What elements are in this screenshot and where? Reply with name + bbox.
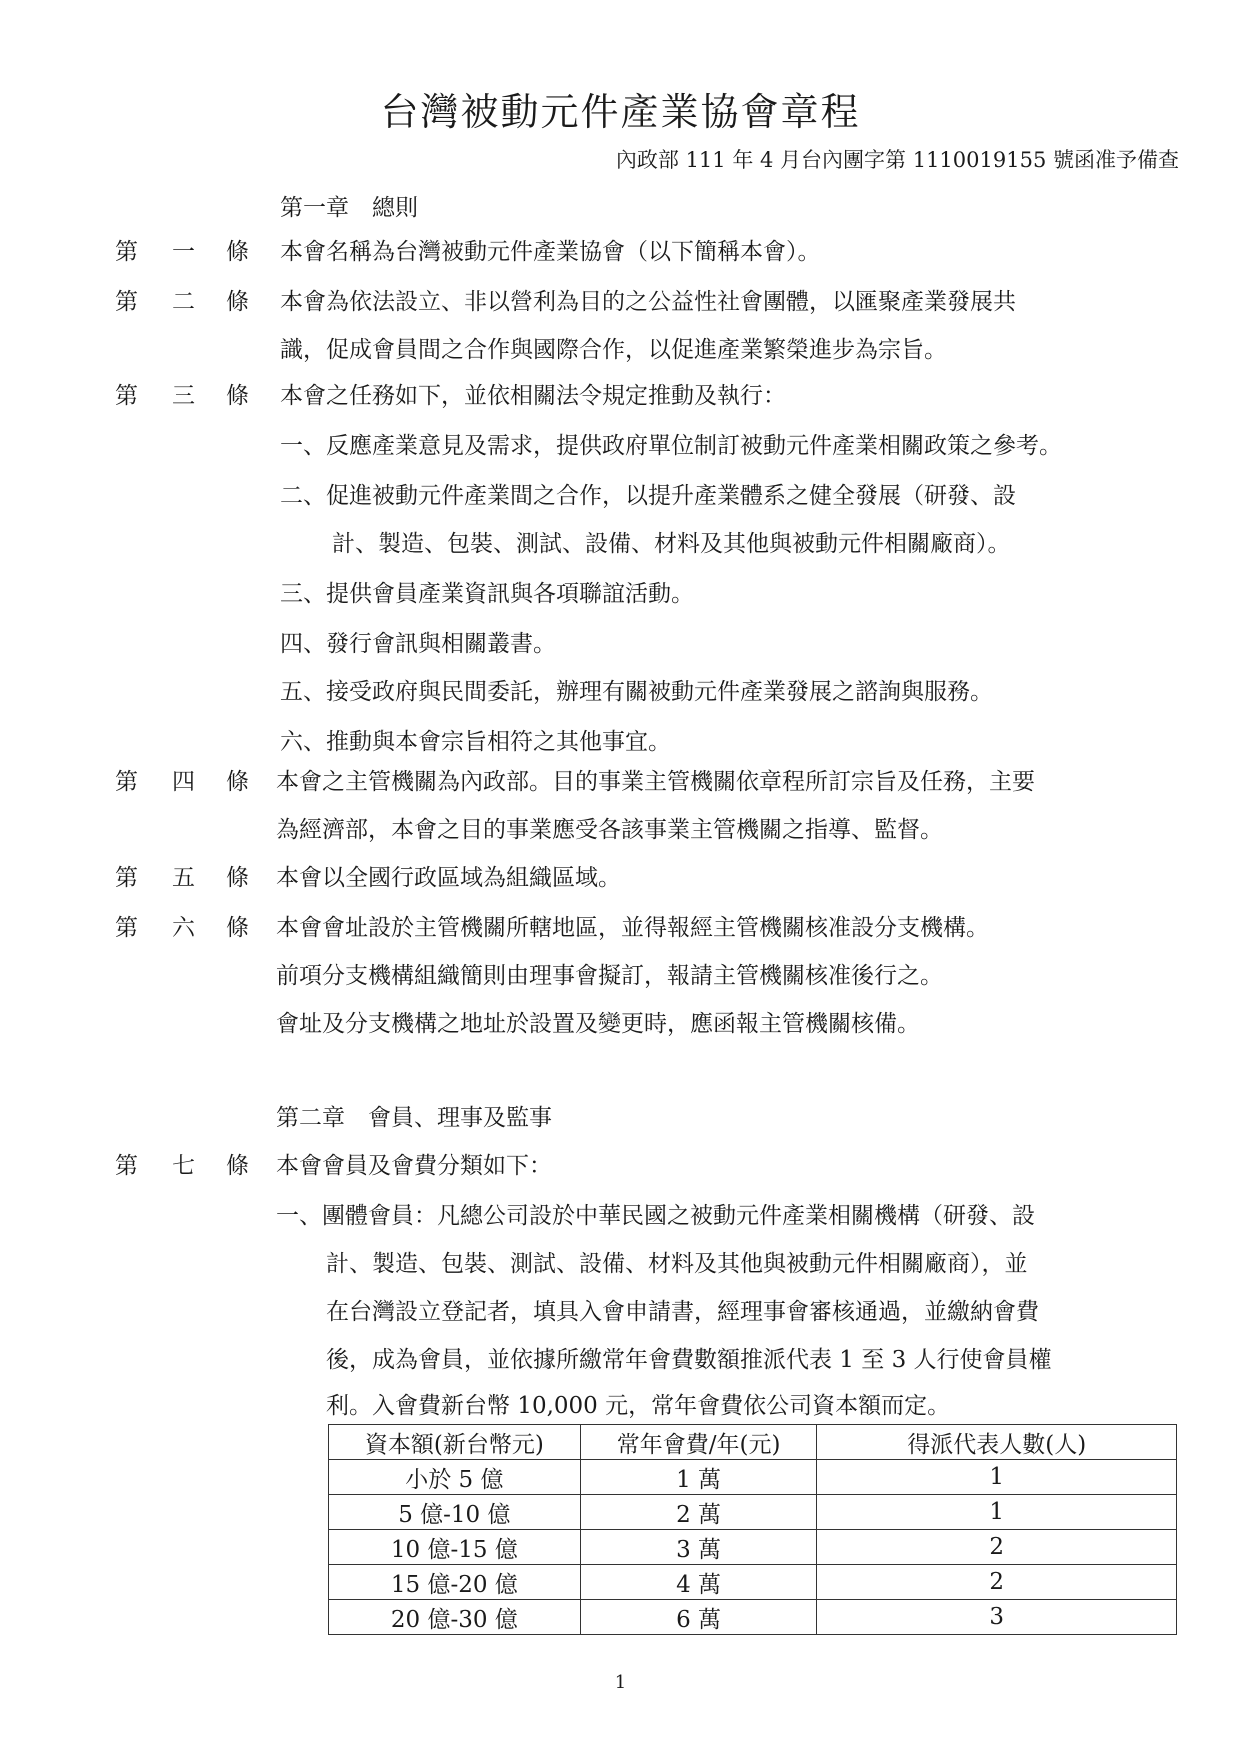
document-title: 台灣被動元件產業協會章程: [380, 90, 861, 134]
membership-fee-table: [328, 1424, 1177, 1635]
article-text: 會址及分支機構之地址於設置及變更時，應函報主管機關核備。: [276, 1011, 920, 1037]
table-cell: 2: [817, 1565, 1177, 1600]
list-item: 一、反應產業意見及需求，提供政府單位制訂被動元件產業相關政策之參考。: [280, 433, 1062, 459]
table-cell: 2 萬: [580, 1495, 817, 1530]
table-cell: 3: [817, 1600, 1177, 1635]
article-text: 本會會址設於主管機關所轄地區，並得報經主管機關核准設分支機構。: [276, 915, 989, 941]
article-text: 為經濟部，本會之目的事業應受各該事業主管機關之指導、監督。: [276, 817, 943, 843]
page-number: 1: [614, 1672, 627, 1693]
list-item: 五、接受政府與民間委託，辦理有關被動元件產業發展之諮詢與服務。: [280, 679, 993, 705]
article-text: 本會之任務如下，並依相關法令規定推動及執行：: [280, 383, 786, 409]
article-text: 本會之主管機關為內政部。目的事業主管機關依章程所訂宗旨及任務，主要: [276, 769, 1035, 795]
article-text: 本會名稱為台灣被動元件產業協會（以下簡稱本會）。: [280, 239, 821, 265]
chapter-heading: 第一章 總則: [280, 195, 418, 221]
chapter-heading: 第二章 會員、理事及監事: [276, 1105, 552, 1131]
column-header: 資本額(新台幣元): [329, 1425, 581, 1460]
table-row: [329, 1600, 1177, 1635]
list-item: 六、推動與本會宗旨相符之其他事宜。: [280, 729, 671, 755]
list-item-continued: 計、製造、包裝、測試、設備、材料及其他與被動元件相關廠商），並: [326, 1251, 1028, 1277]
table-cell: 4 萬: [580, 1565, 817, 1600]
article-text: 本會會員及會費分類如下：: [276, 1153, 552, 1179]
list-item-continued: 後，成為會員，並依據所繳常年會費數額推派代表 1 至 3 人行使會員權: [326, 1347, 1052, 1373]
list-item-continued: 計、製造、包裝、測試、設備、材料及其他與被動元件相關廠商）。: [332, 531, 1011, 557]
document-page: 台灣被動元件產業協會章程 內政部 111 年 4 月台內團字第 1110019155 號函准予備查 第一章 總則 第 一 條 本會名稱為台灣被動元件產業協會（以下簡稱本會）。 第 二 條 本會為依法設立、非以營利為目的之公益性社會團體，以匯聚產業發展共 識，促成會員間之合作與國際合作，以促進產業繁榮進步為宗旨。 第 三 條 本會之任務如下，並依相關法令規定推動及執行： 一、反應產業意見及需求，提供政府單位制訂被動元件產業相關政策之參考。 二、促進被動元件產業間之合作，以提升產業體系之健全發展（研發、設 計、製造、包裝、測試、設備、材料及其他與被動元件相關廠商）。 三、提供會員產業資訊與各項聯誼活動。 四、發行會訊與相關叢書。 五、接受政府與民間委託，辦理有關被動元件產業發展之諮詢與服務。 六、推動與本會宗旨相符之其他事宜。 第 四 條 本會之主管機關為內政部。目的事業主管機關依章程所訂宗旨及任務，主要 為經濟部，本會之目的事業應受各該事業主管機關之指導、監督。 第 五 條 本會以全國行政區域為組織區域。 第 六 條 本會會址設於主管機關所轄地區，並得報經主管機關核准設分支機構。 前項分支機構組織簡則由理事會擬訂，報請主管機關核准後行之。 會址及分支機構之地址於設置及變更時，應函報主管機關核備。 第二章 會員、理事及監事 第 七 條 本會會員及會費分類如下： 一、團體會員：凡總公司設於中華民國之被動元件產業相關機構（研發、設 計、製造、包裝、測試、設備、材料及其他與被動元件相關廠商），並 在台灣設立登記者，填具入會申請書，經理事會審核通過，並繳納會費 後，成為會員，並依據所繳常年會費數額推派代表 1 至 3 人行使會員權 利。入會費新台幣 10,000 元，常年會費依公司資本額而定。 資本額(新台幣元) 常年會費/年(元) 得派代表人數(人) 小於 5 億 1 萬 1 5 億-10 億 2 萬 1 10 億-15 億 3 萬 2 15 億-20 億 4 萬 2 20 億-30 億 6 萬 3 1: [0, 0, 1241, 1756]
table-cell: 3 萬: [580, 1530, 817, 1565]
list-item-continued: 在台灣設立登記者，填具入會申請書，經理事會審核通過，並繳納會費: [326, 1299, 1039, 1325]
list-item: 四、發行會訊與相關叢書。: [280, 631, 556, 657]
table-cell: 20 億-30 億: [329, 1600, 581, 1635]
column-header: 常年會費/年(元): [580, 1425, 817, 1460]
table-row: [329, 1530, 1177, 1565]
table-row: [329, 1565, 1177, 1600]
list-item: 一、團體會員：凡總公司設於中華民國之被動元件產業相關機構（研發、設: [276, 1203, 1035, 1229]
article-text: 前項分支機構組織簡則由理事會擬訂，報請主管機關核准後行之。: [276, 963, 943, 989]
approval-note: 內政部 111 年 4 月台內團字第 1110019155 號函准予備查: [615, 148, 1179, 172]
article-text: 本會以全國行政區域為組織區域。: [276, 865, 621, 891]
table-row: [329, 1460, 1177, 1495]
article-text: 識，促成會員間之合作與國際合作，以促進產業繁榮進步為宗旨。: [280, 337, 947, 363]
article-text: 本會為依法設立、非以營利為目的之公益性社會團體，以匯聚產業發展共: [280, 289, 1016, 315]
list-item: 二、促進被動元件產業間之合作，以提升產業體系之健全發展（研發、設: [280, 483, 1016, 509]
table-header-row: [329, 1425, 1177, 1460]
table-cell: 1: [817, 1495, 1177, 1530]
list-item-continued: 利。入會費新台幣 10,000 元，常年會費依公司資本額而定。: [326, 1393, 951, 1419]
table-row: [329, 1495, 1177, 1530]
table-cell: 15 億-20 億: [329, 1565, 581, 1600]
table-cell: 1 萬: [580, 1460, 817, 1495]
table-cell: 6 萬: [580, 1600, 817, 1635]
table-cell: 5 億-10 億: [329, 1495, 581, 1530]
list-item: 三、提供會員產業資訊與各項聯誼活動。: [280, 581, 694, 607]
table-cell: 2: [817, 1530, 1177, 1565]
table-cell: 1: [817, 1460, 1177, 1495]
table-cell: 小於 5 億: [329, 1460, 581, 1495]
table-cell: 10 億-15 億: [329, 1530, 581, 1565]
column-header: 得派代表人數(人): [817, 1425, 1177, 1460]
